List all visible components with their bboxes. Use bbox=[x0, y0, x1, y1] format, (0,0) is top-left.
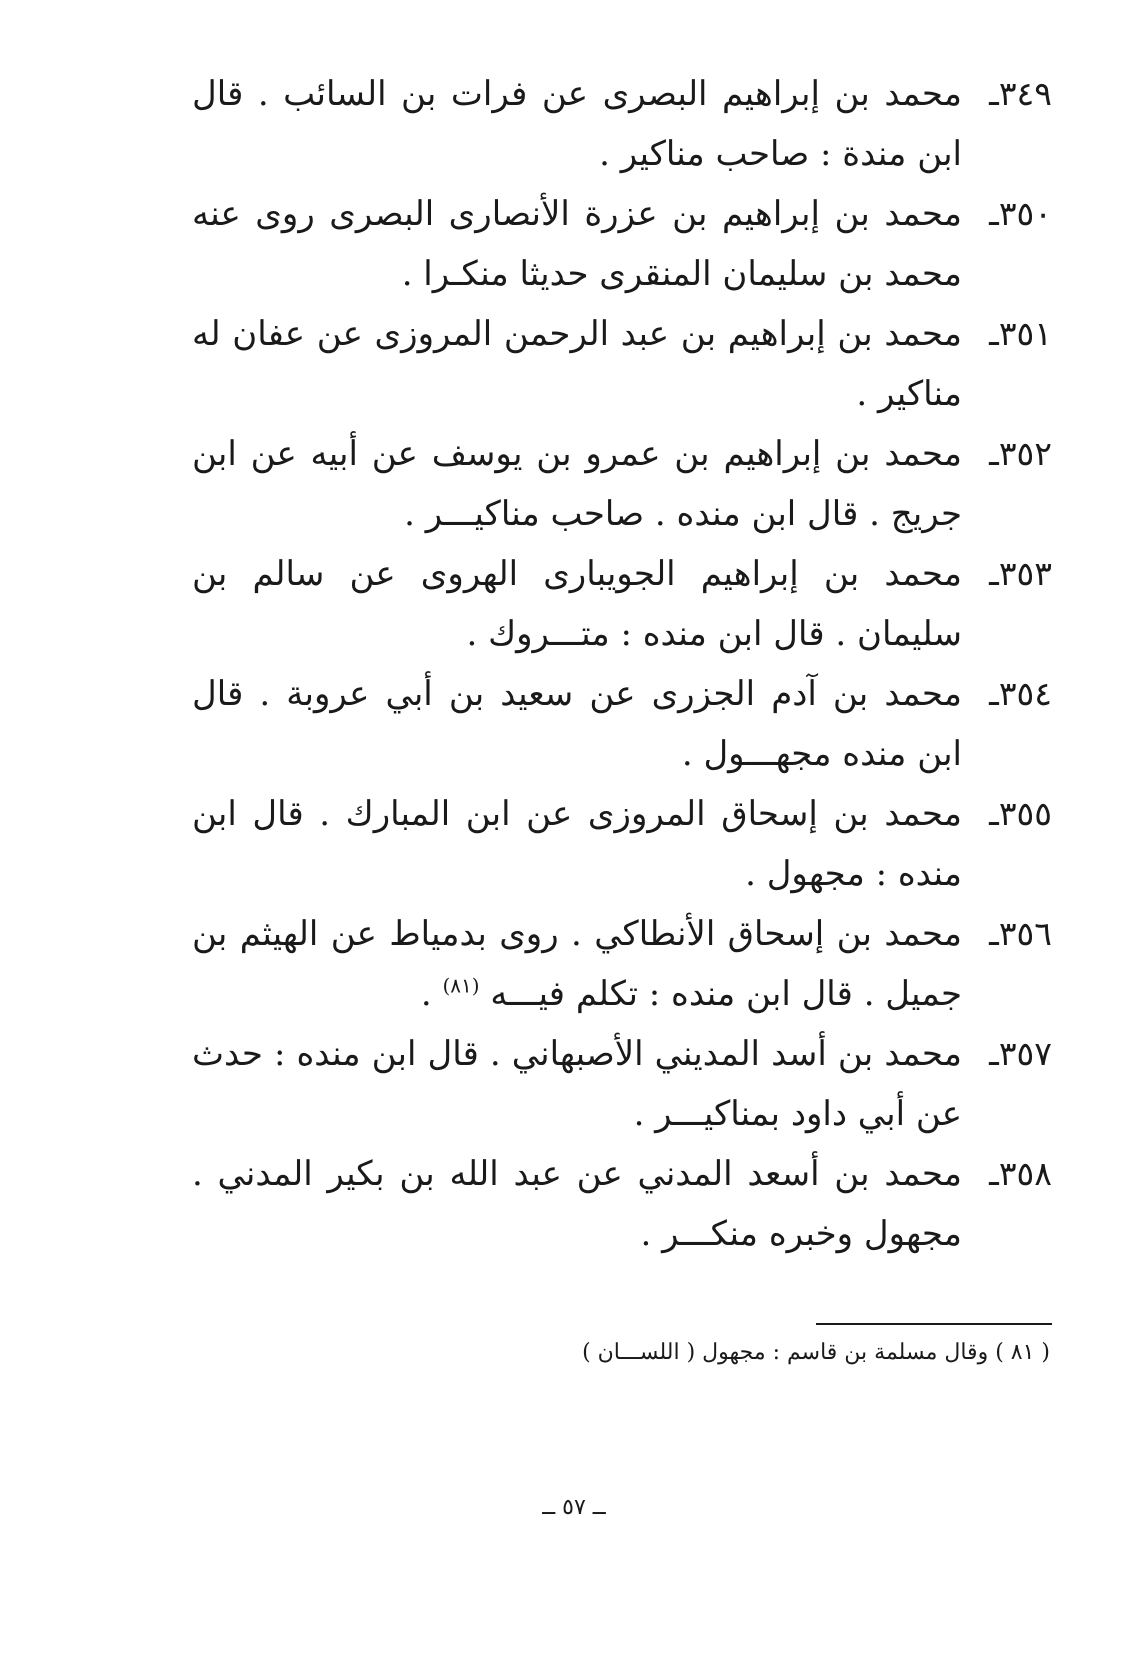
entry-number: ٣٥٨ـ bbox=[989, 1154, 1052, 1193]
entry-351 bbox=[192, 304, 1052, 424]
entry-number: ٣٥١ـ bbox=[989, 314, 1052, 353]
entry-text bbox=[192, 904, 962, 1024]
entry-353 bbox=[192, 544, 1052, 664]
entry-text: محمد بن إبراهيم بن عبد الرحمن المروزى عن عفان له مناكير . bbox=[192, 314, 962, 414]
entry-text: محمد بن أسعد المدني عن عبد الله بن بكير المدني . مجهول وخبره منكـــر . bbox=[192, 1154, 962, 1254]
entry-text-body: محمد بن إسحاق الأنطاكي . روى بدمياط عن الهيثم بن جميل . قال ابن منده : تكلم فيـــه bbox=[192, 914, 962, 1014]
entry-text: محمد بن إبراهيم الجويبارى الهروى عن سالم بن سليمان . قال ابن منده : متـــروك . bbox=[192, 554, 962, 654]
entry-350 bbox=[192, 184, 1052, 304]
entry-number: ٣٥٧ـ bbox=[989, 1034, 1052, 1073]
entry-number: ٣٥٥ـ bbox=[989, 794, 1052, 833]
entry-352 bbox=[192, 424, 1052, 544]
entry-text: محمد بن إبراهيم بن عمرو بن يوسف عن أبيه عن ابن جريج . قال ابن منده . صاحب مناكيـــر . bbox=[192, 434, 962, 534]
entry-number: ٣٥٤ـ bbox=[989, 674, 1052, 713]
entry-text: محمد بن إسحاق المروزى عن ابن المبارك . قال ابن منده : مجهول . bbox=[192, 794, 962, 894]
entry-number: ٣٤٩ـ bbox=[989, 74, 1052, 113]
entry-text-tail: . bbox=[420, 974, 443, 1014]
entry-text: محمد بن إبراهيم بن عزرة الأنصارى البصرى روى عنه محمد بن سليمان المنقرى حديثا منكـرا . bbox=[192, 194, 962, 294]
entry-number: ٣٥٦ـ bbox=[989, 914, 1052, 953]
entry-358 bbox=[192, 1144, 1052, 1264]
footnote: ( ٨١ ) وقال مسلمة بن قاسم : مجهول ( اللســـان ) bbox=[582, 1340, 1050, 1365]
entry-349 bbox=[192, 64, 1052, 184]
entry-355 bbox=[192, 784, 1052, 904]
entry-number: ٣٥٣ـ bbox=[989, 554, 1052, 593]
page-number: ــ ٥٧ ــ bbox=[542, 1495, 606, 1520]
entry-text: محمد بن أسد المديني الأصبهاني . قال ابن منده : حدث عن أبي داود بمناكيـــر . bbox=[192, 1034, 962, 1134]
footnote-divider bbox=[816, 1323, 1052, 1325]
entry-number: ٣٥٢ـ bbox=[989, 434, 1052, 473]
entry-356 bbox=[192, 904, 1052, 1024]
footnote-reference[interactable]: (٨١) bbox=[442, 973, 480, 998]
entry-list bbox=[192, 64, 1052, 1264]
entry-number: ٣٥٠ـ bbox=[989, 194, 1052, 233]
entry-357 bbox=[192, 1024, 1052, 1144]
entry-354 bbox=[192, 664, 1052, 784]
entry-text: محمد بن آدم الجزرى عن سعيد بن أبي عروبة . قال ابن منده مجهـــول . bbox=[192, 674, 962, 774]
entry-text: محمد بن إبراهيم البصرى عن فرات بن السائب . قال ابن مندة : صاحب مناكير . bbox=[192, 74, 962, 174]
